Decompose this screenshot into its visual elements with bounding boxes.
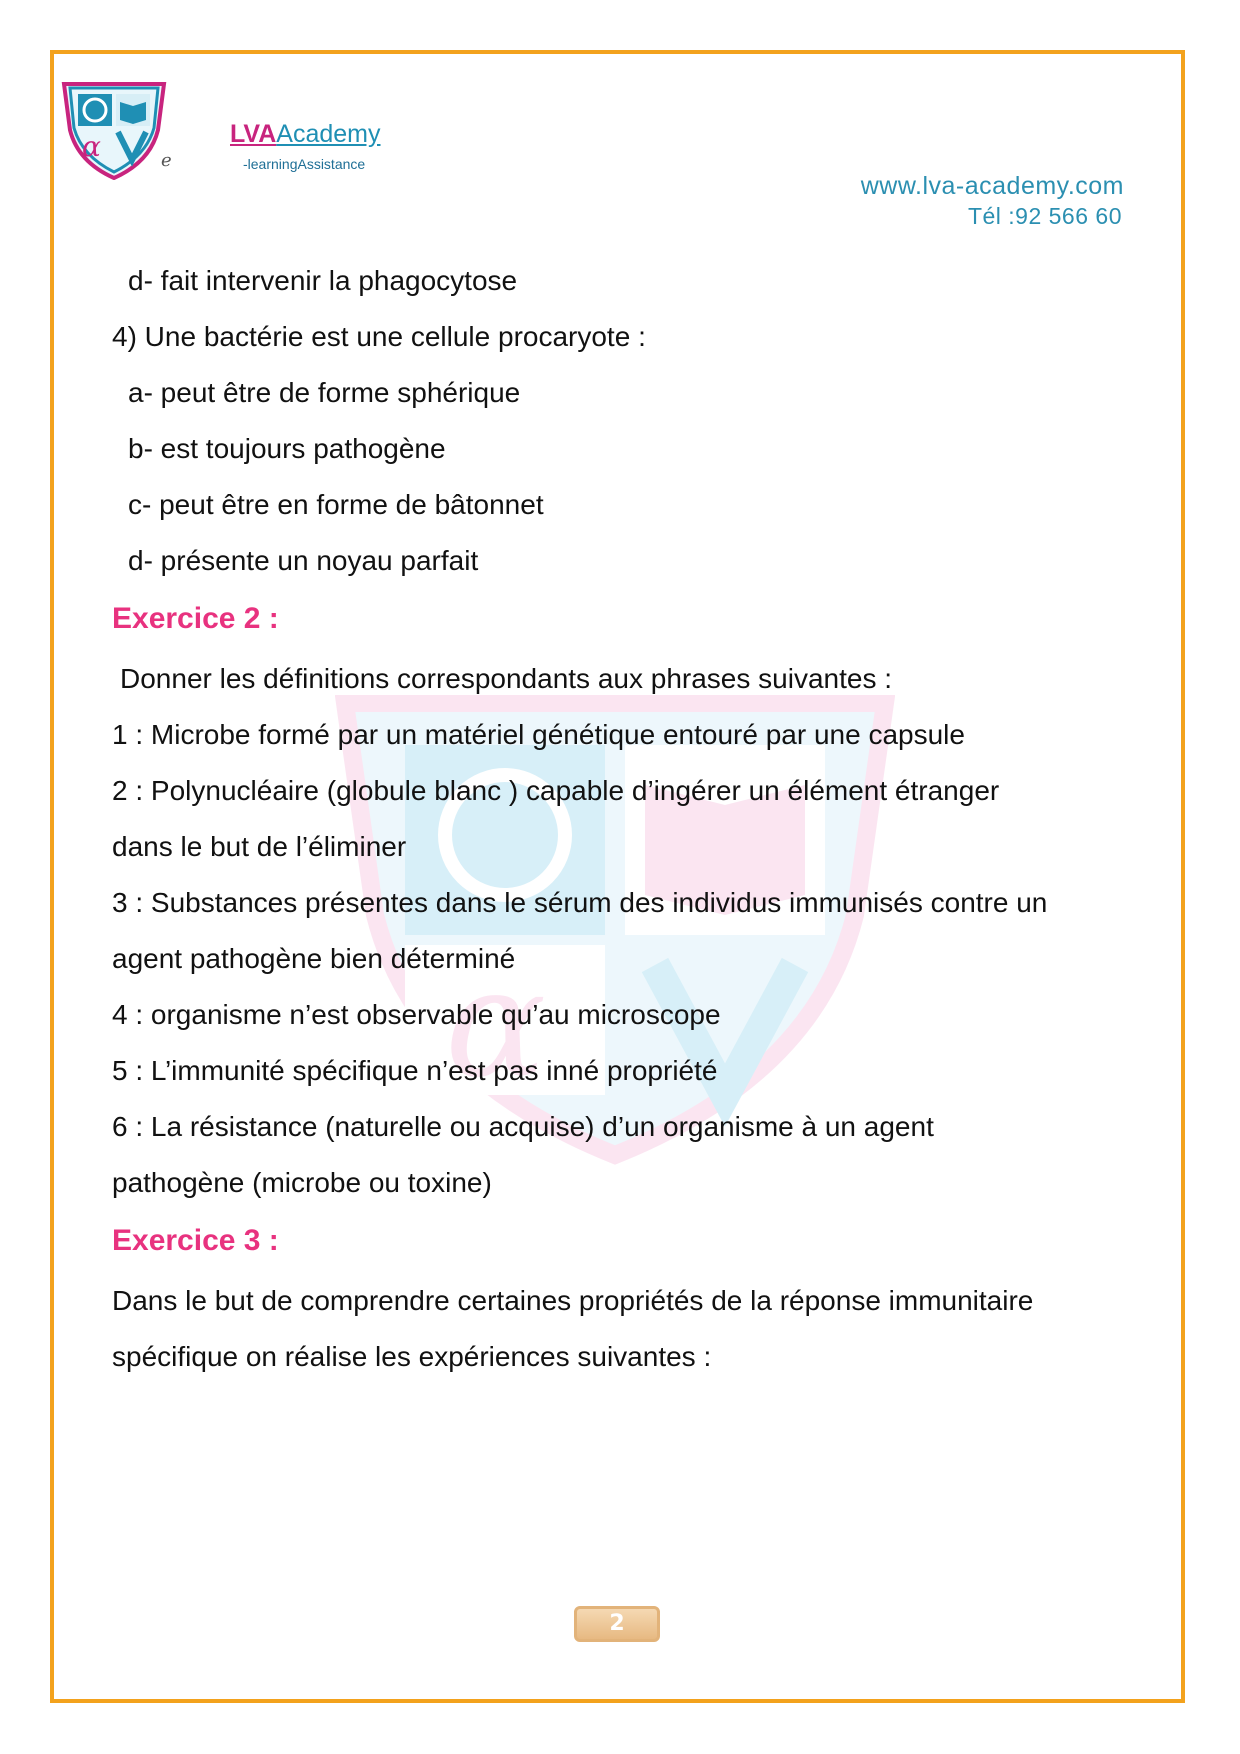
answer-a-spherique: a- peut être de forme sphérique [128,377,521,408]
definition-6: 6 : La résistance (naturelle ou acquise) d’un organisme à un agent [112,1111,934,1142]
answer-b-pathogene: b- est toujours pathogène [128,433,446,464]
brand-academy: Academy [276,120,381,148]
definition-3-continued: agent pathogène bien déterminé [112,943,516,974]
page-number: 2 [574,1606,660,1642]
heading-exercice-3: Exercice 3 : [112,1224,279,1257]
lva-logo-icon [58,80,170,180]
definition-3: 3 : Substances présentes dans le sérum des individus immunisés contre un [112,887,1048,918]
brand-name [230,120,381,148]
definition-4: 4 : organisme n’est observable qu’au microscope [112,999,721,1030]
heading-exercice-2: Exercice 2 : [112,602,279,635]
answer-d-noyau: d- présente un noyau parfait [128,545,479,576]
definition-2-continued: dans le but de l’éliminer [112,831,407,862]
answer-c-batonnet: c- peut être en forme de bâtonnet [128,489,544,520]
answer-d-phagocytose: d- fait intervenir la phagocytose [128,265,518,296]
definition-2: 2 : Polynucléaire (globule blanc ) capable d’ingérer un élément étranger [112,775,1000,806]
phone-number: Tél :92 566 60 [967,203,1122,229]
definition-1: 1 : Microbe formé par un matériel génétique entouré par une capsule [112,719,965,750]
exercice-2-instruction: Donner les définitions correspondants aux phrases suivantes : [120,663,892,694]
watermark-logo-icon [335,695,895,1165]
svg-text:α: α [82,130,101,163]
definition-6-continued: pathogène (microbe ou toxine) [112,1167,492,1198]
svg-text:α: α [445,937,547,1111]
logo-letter: e [161,150,172,171]
brand-lva: LVA [230,120,277,148]
definition-5: 5 : L’immunité spécifique n’est pas inné propriété [112,1055,718,1086]
exercice-3-intro: Dans le but de comprendre certaines propriétés de la réponse immunitaire [112,1285,1034,1316]
question-4: 4) Une bactérie est une cellule procaryote : [112,321,646,352]
exercice-3-intro-continued: spécifique on réalise les expériences suivantes : [112,1341,712,1372]
website-link[interactable]: www.lva-academy.com [860,172,1124,200]
brand-tagline: -learningAssistance [243,156,366,172]
